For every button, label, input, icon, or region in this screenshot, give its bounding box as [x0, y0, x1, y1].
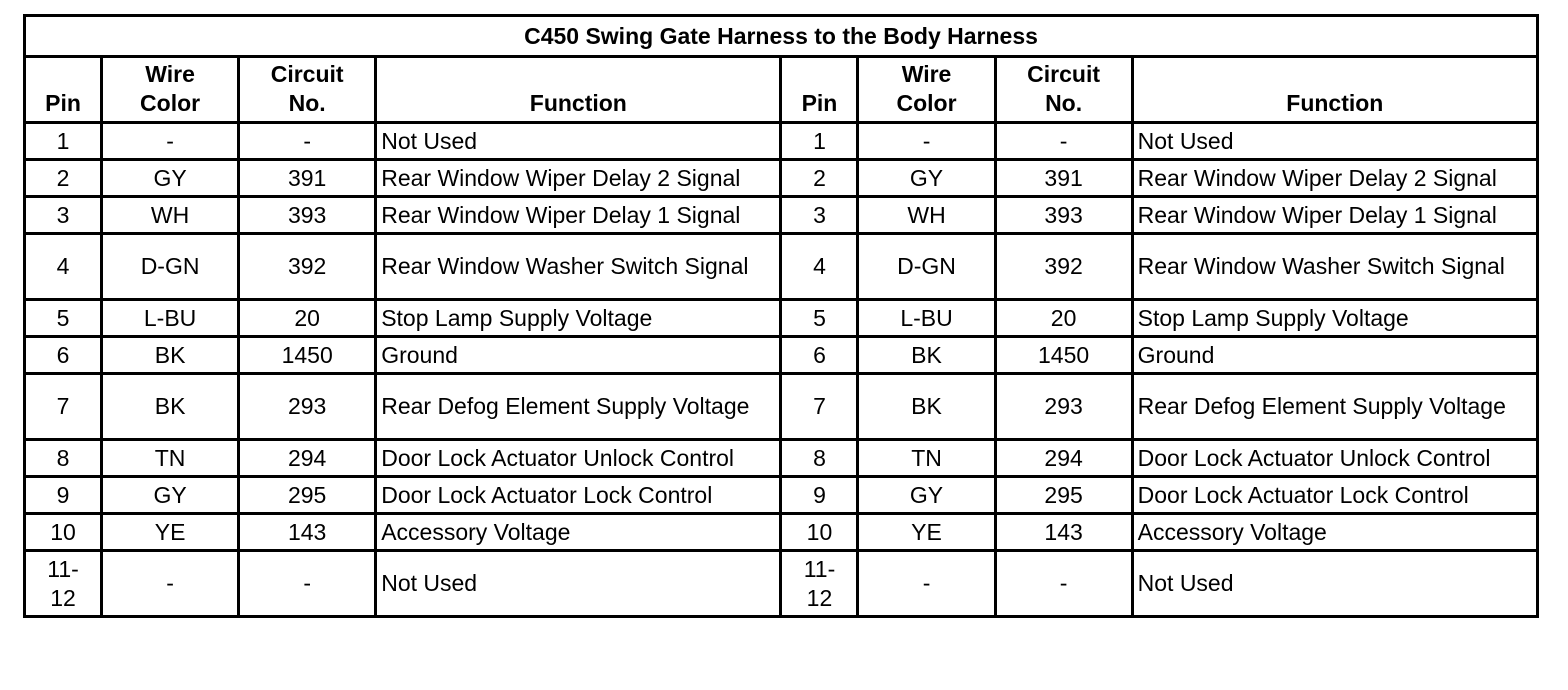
cell-wire-left: WH: [102, 197, 239, 234]
table-row: [25, 300, 1538, 337]
cell-pin-left: 11- 12: [25, 551, 102, 617]
cell-wire-left: BK: [102, 374, 239, 440]
cell-circuit-left: 393: [239, 197, 376, 234]
cell-pin-right: 4: [781, 234, 858, 300]
table-title: C450 Swing Gate Harness to the Body Harness: [25, 16, 1538, 57]
cell-wire-right: WH: [858, 197, 995, 234]
cell-function-left: Stop Lamp Supply Voltage: [376, 300, 781, 337]
cell-pin-right: 1: [781, 123, 858, 160]
header-wire-line2: Color: [140, 90, 201, 116]
header-wire-line1: Wire: [901, 61, 952, 87]
cell-function-right: Door Lock Actuator Unlock Control: [1132, 440, 1537, 477]
cell-pin-right: 2: [781, 160, 858, 197]
cell-circuit-left: -: [239, 123, 376, 160]
cell-function-right: Not Used: [1132, 551, 1537, 617]
cell-function-right: Accessory Voltage: [1132, 514, 1537, 551]
header-wire-line2: Color: [896, 90, 957, 116]
header-function-right: [1132, 57, 1537, 123]
cell-circuit-right: 20: [995, 300, 1132, 337]
cell-circuit-left: 392: [239, 234, 376, 300]
cell-wire-left: -: [102, 123, 239, 160]
cell-wire-right: BK: [858, 374, 995, 440]
cell-circuit-left: 391: [239, 160, 376, 197]
header-function-label: Function: [1286, 90, 1384, 116]
cell-wire-right: -: [858, 123, 995, 160]
cell-function-left: Rear Window Washer Switch Signal: [376, 234, 781, 300]
table-row: [25, 514, 1538, 551]
cell-function-left: Door Lock Actuator Unlock Control: [376, 440, 781, 477]
cell-circuit-right: 295: [995, 477, 1132, 514]
cell-circuit-right: 392: [995, 234, 1132, 300]
cell-function-left: Accessory Voltage: [376, 514, 781, 551]
cell-wire-right: L-BU: [858, 300, 995, 337]
cell-circuit-left: 293: [239, 374, 376, 440]
cell-pin-left: 9: [25, 477, 102, 514]
header-pin-label: Pin: [801, 90, 838, 116]
header-pin-left: [25, 57, 102, 123]
header-wire-line1: Wire: [145, 61, 195, 87]
cell-wire-right: BK: [858, 337, 995, 374]
cell-wire-left: D-GN: [102, 234, 239, 300]
cell-pin-right: 6: [781, 337, 858, 374]
cell-pin-right: 3: [781, 197, 858, 234]
table-row: [25, 234, 1538, 300]
cell-circuit-left: -: [239, 551, 376, 617]
cell-pin-left: 5: [25, 300, 102, 337]
cell-wire-left: TN: [102, 440, 239, 477]
cell-circuit-left: 143: [239, 514, 376, 551]
cell-circuit-right: 391: [995, 160, 1132, 197]
cell-function-right: Stop Lamp Supply Voltage: [1132, 300, 1537, 337]
cell-function-left: Not Used: [376, 551, 781, 617]
header-circuit-left: [239, 57, 376, 123]
cell-pin-left: 3: [25, 197, 102, 234]
cell-function-left: Ground: [376, 337, 781, 374]
cell-pin-right: 7: [781, 374, 858, 440]
cell-circuit-left: 1450: [239, 337, 376, 374]
header-wire-color-right: [858, 57, 995, 123]
cell-wire-left: YE: [102, 514, 239, 551]
cell-circuit-right: 293: [995, 374, 1132, 440]
cell-pin-left: 1: [25, 123, 102, 160]
cell-wire-left: -: [102, 551, 239, 617]
cell-wire-right: D-GN: [858, 234, 995, 300]
table-body: [25, 123, 1538, 617]
cell-function-right: Rear Window Wiper Delay 1 Signal: [1132, 197, 1537, 234]
cell-wire-right: YE: [858, 514, 995, 551]
cell-function-left: Rear Window Wiper Delay 2 Signal: [376, 160, 781, 197]
cell-wire-right: -: [858, 551, 995, 617]
cell-circuit-right: 294: [995, 440, 1132, 477]
header-circuit-right: [995, 57, 1132, 123]
cell-wire-right: GY: [858, 160, 995, 197]
cell-pin-left: 7: [25, 374, 102, 440]
cell-pin-right: 8: [781, 440, 858, 477]
table-row: [25, 551, 1538, 617]
cell-wire-left: GY: [102, 477, 239, 514]
header-pin-label: Pin: [45, 90, 81, 116]
cell-wire-right: TN: [858, 440, 995, 477]
connector-pinout-table: [23, 14, 1539, 618]
header-circuit-line1: Circuit: [1027, 61, 1101, 87]
cell-circuit-left: 294: [239, 440, 376, 477]
cell-circuit-right: -: [995, 551, 1132, 617]
cell-pin-left: 8: [25, 440, 102, 477]
cell-wire-right: GY: [858, 477, 995, 514]
table-row: [25, 440, 1538, 477]
cell-function-right: Rear Defog Element Supply Voltage: [1132, 374, 1537, 440]
cell-pin-left: 6: [25, 337, 102, 374]
cell-function-left: Rear Defog Element Supply Voltage: [376, 374, 781, 440]
cell-circuit-right: 1450: [995, 337, 1132, 374]
cell-pin-right: 5: [781, 300, 858, 337]
cell-pin-right: 11- 12: [781, 551, 858, 617]
cell-circuit-right: 143: [995, 514, 1132, 551]
cell-pin-right: 10: [781, 514, 858, 551]
cell-circuit-right: 393: [995, 197, 1132, 234]
cell-circuit-left: 295: [239, 477, 376, 514]
table-row: [25, 197, 1538, 234]
header-function-left: [376, 57, 781, 123]
cell-wire-left: GY: [102, 160, 239, 197]
cell-circuit-right: -: [995, 123, 1132, 160]
cell-pin-right: 9: [781, 477, 858, 514]
header-circuit-line1: Circuit: [270, 61, 344, 87]
header-circuit-line2: No.: [288, 90, 326, 116]
cell-function-left: Not Used: [376, 123, 781, 160]
header-function-label: Function: [529, 90, 627, 116]
cell-function-right: Not Used: [1132, 123, 1537, 160]
cell-circuit-left: 20: [239, 300, 376, 337]
cell-pin-left: 2: [25, 160, 102, 197]
cell-function-right: Ground: [1132, 337, 1537, 374]
header-circuit-line2: No.: [1045, 90, 1083, 116]
table-row: [25, 477, 1538, 514]
cell-function-right: Rear Window Wiper Delay 2 Signal: [1132, 160, 1537, 197]
cell-function-left: Rear Window Wiper Delay 1 Signal: [376, 197, 781, 234]
header-pin-right: [781, 57, 858, 123]
table-row: [25, 160, 1538, 197]
table-row: [25, 337, 1538, 374]
cell-pin-left: 4: [25, 234, 102, 300]
cell-function-left: Door Lock Actuator Lock Control: [376, 477, 781, 514]
cell-wire-left: L-BU: [102, 300, 239, 337]
cell-pin-left: 10: [25, 514, 102, 551]
cell-wire-left: BK: [102, 337, 239, 374]
table-row: [25, 123, 1538, 160]
connector-table-container: [23, 14, 1539, 618]
header-wire-color-left: [102, 57, 239, 123]
cell-function-right: Door Lock Actuator Lock Control: [1132, 477, 1537, 514]
cell-function-right: Rear Window Washer Switch Signal: [1132, 234, 1537, 300]
table-row: [25, 374, 1538, 440]
